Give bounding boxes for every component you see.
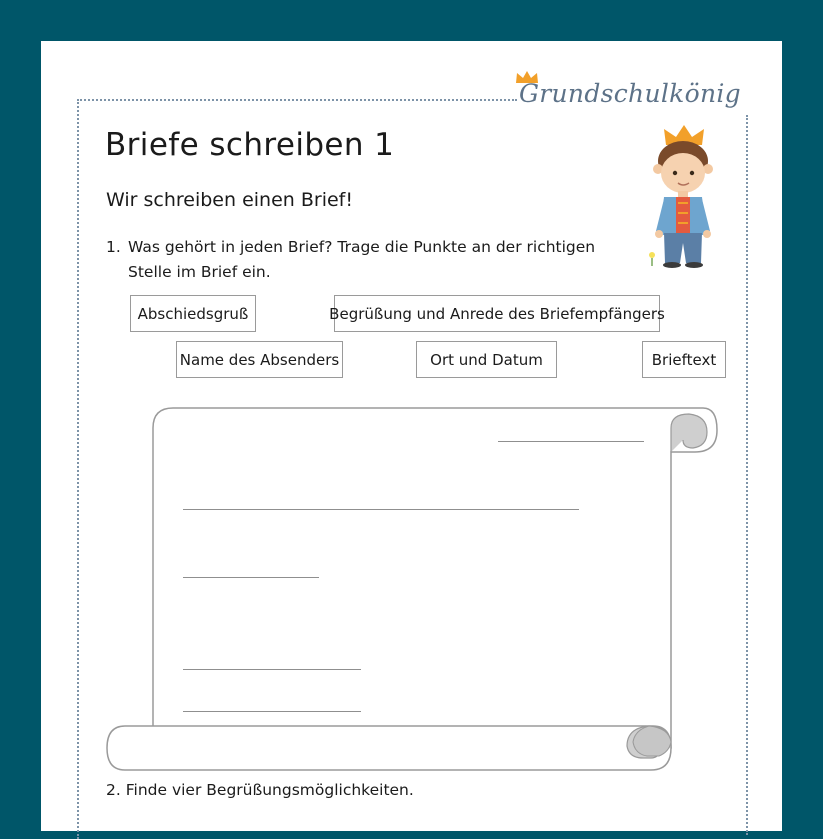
dotted-border-left — [77, 99, 79, 839]
task-1 — [106, 235, 626, 285]
dotted-border-right — [746, 115, 748, 835]
page-title: Briefe schreiben 1 — [105, 127, 395, 163]
word-box-brieftext[interactable]: Brieftext — [642, 341, 726, 378]
brand-logo: Grundschulkönig — [519, 79, 741, 108]
word-box-begruessung[interactable]: Begrüßung und Anrede des Briefempfängers — [334, 295, 660, 332]
word-box-name-absender[interactable]: Name des Absenders — [176, 341, 343, 378]
task-2-text: Finde vier Begrüßungsmöglichkeiten. — [125, 781, 414, 799]
word-box-ort-datum[interactable]: Ort und Datum — [416, 341, 557, 378]
task-1-number: 1. — [106, 238, 121, 256]
scroll-illustration — [103, 406, 719, 774]
worksheet-page — [41, 41, 782, 831]
boy-illustration — [646, 123, 726, 268]
dotted-border-top — [77, 99, 517, 101]
write-line-name[interactable] — [183, 711, 361, 712]
page-subtitle: Wir schreiben einen Brief! — [106, 189, 353, 211]
write-line-abschiedsgruss[interactable] — [183, 669, 361, 670]
task-2-number: 2. — [106, 781, 121, 799]
word-box-abschiedsgruss[interactable]: Abschiedsgruß — [130, 295, 256, 332]
task-2 — [106, 781, 414, 799]
write-line-anrede[interactable] — [183, 509, 579, 510]
write-line-ort-datum[interactable] — [498, 441, 644, 442]
task-1-text: Was gehört in jeden Brief? Trage die Punkte an der richtigen Stelle im Brief ein. — [128, 238, 596, 281]
write-line-brieftext[interactable] — [183, 577, 319, 578]
